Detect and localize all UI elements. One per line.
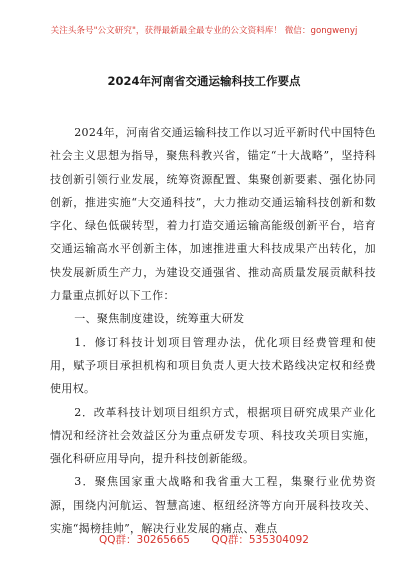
item-paragraph-2: 2．改革科技计划项目组织方式，根据项目研究成果产业化情况和经济社会效益区分为重点研发专项、科技攻关项目实施，强化科研应用导向，提升科技创新能级。	[50, 405, 376, 466]
item-paragraph-1: 1．修订科技计划项目管理办法，优化项目经费管理和使用，赋予项目承担机构和项目负责人更大技术路线决定权和经费使用权。	[50, 335, 376, 396]
section-heading: 一、聚焦制度建设，统筹重大研发	[74, 312, 245, 326]
document-body	[50, 121, 376, 540]
top-banner: 关注头条号"公文研究"，获得最新最全最专业的公文资料库！ 微信：gongwenyj	[50, 26, 358, 36]
qq-group-1: QQ群：30265665	[99, 534, 190, 546]
qq-group-2: QQ群：535304092	[211, 534, 309, 546]
footer-contact-bar	[0, 532, 408, 547]
intro-paragraph: 2024年，河南省交通运输科技工作以习近平新时代中国特色社会主义思想为指导，聚焦科教兴省，锚定“十大战略”，坚持科技创新引领行业发展，统筹资源配置、集聚创新要素、强化协同创新，推进实施“大交通科技”，大力推动交通运输科技创新和数字化、绿色低碳转型，着力打造交通运输高能级创新平台，培育交通运输高水平创新主体，加速推进重大科技成果产出转化，加快发展新质生产力，为建设交通强省、推动高质量发展贡献科技力量重点抓好以下工作：	[50, 126, 376, 303]
document-title: 2024年河南省交通运输科技工作要点	[107, 74, 301, 88]
item-paragraph-3: 3．聚焦国家重大战略和我省重大工程，集聚行业优势资源，围绕内河航运、智慧高速、枢纽经济等方向开展科技攻关、实施“揭榜挂帅”，解决行业发展的痛点、难点	[50, 475, 376, 536]
